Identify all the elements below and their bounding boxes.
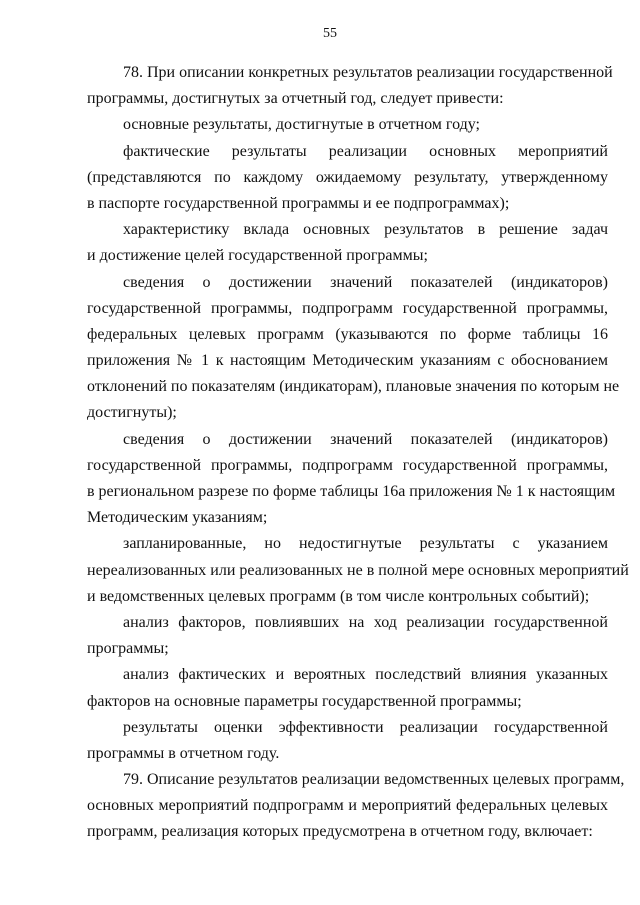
text-line: программ, реализация которых предусмотрена в отчетном году, включает: bbox=[87, 823, 593, 841]
text-line: анализ факторов, повлиявших на ход реализации государственной bbox=[123, 613, 608, 631]
text-line: факторов на основные параметры государственной программы; bbox=[87, 692, 522, 710]
paragraph bbox=[87, 767, 625, 846]
text-line: государственной программы, подпрограмм государственной программы, bbox=[87, 456, 608, 474]
text-line: анализ фактических и вероятных последствий влияния указанных bbox=[123, 666, 608, 684]
text-line: основных мероприятий подпрограмм и мероприятий федеральных целевых bbox=[87, 797, 608, 815]
text-line: государственной программы, подпрограмм государственной программы, bbox=[87, 299, 608, 317]
text-line: характеристику вклада основных результатов в решение задач bbox=[123, 221, 608, 239]
paragraph bbox=[87, 112, 608, 138]
text-line: федеральных целевых программ (указываются по форме таблицы 16 bbox=[87, 325, 608, 343]
text-line: в паспорте государственной программы и ее подпрограммах); bbox=[87, 194, 510, 212]
text-line: программы; bbox=[87, 640, 169, 658]
text-line: 78. При описании конкретных результатов реализации государственной bbox=[123, 64, 613, 81]
paragraph bbox=[87, 610, 608, 662]
text-line: программы в отчетном году. bbox=[87, 744, 280, 762]
paragraph bbox=[87, 139, 608, 218]
paragraph bbox=[87, 531, 629, 610]
text-line: 79. Описание результатов реализации ведомственных целевых программ, bbox=[123, 771, 625, 789]
page-number: 55 bbox=[323, 26, 337, 41]
text-line: основные результаты, достигнутые в отчетном году; bbox=[123, 116, 480, 134]
text-line: в региональном разрезе по форме таблицы 16а приложения № 1 к настоящим bbox=[87, 483, 616, 500]
text-line: приложения № 1 к настоящим Методическим указаниям с обоснованием bbox=[87, 352, 608, 370]
text-line: программы, достигнутых за отчетный год, следует привести: bbox=[87, 90, 504, 108]
text-line: результаты оценки эффективности реализации государственной bbox=[123, 718, 608, 736]
paragraph bbox=[87, 60, 613, 112]
text-line: и ведомственных целевых программ (в том числе контрольных событий); bbox=[87, 587, 590, 605]
paragraph bbox=[87, 270, 620, 427]
text-line: фактические результаты реализации основных мероприятий bbox=[123, 142, 608, 160]
document-body bbox=[87, 60, 629, 846]
text-line: Методическим указаниям; bbox=[87, 509, 268, 527]
paragraph bbox=[87, 217, 608, 269]
text-line: (представляются по каждому ожидаемому результату, утвержденному bbox=[87, 168, 608, 186]
text-line: сведения о достижении значений показателей (индикаторов) bbox=[123, 273, 608, 291]
text-line: сведения о достижении значений показателей (индикаторов) bbox=[123, 430, 608, 448]
text-line: запланированные, но недостигнутые результаты с указанием bbox=[123, 535, 608, 553]
paragraph bbox=[87, 715, 608, 767]
paragraph bbox=[87, 662, 608, 714]
text-line: отклонений по показателям (индикаторам), плановые значения по которым не bbox=[87, 378, 620, 396]
paragraph bbox=[87, 427, 616, 532]
text-line: нереализованных или реализованных не в полной мере основных мероприятий bbox=[87, 561, 629, 579]
text-line: и достижение целей государственной программы; bbox=[87, 247, 428, 265]
text-line: достигнуты); bbox=[87, 404, 177, 422]
